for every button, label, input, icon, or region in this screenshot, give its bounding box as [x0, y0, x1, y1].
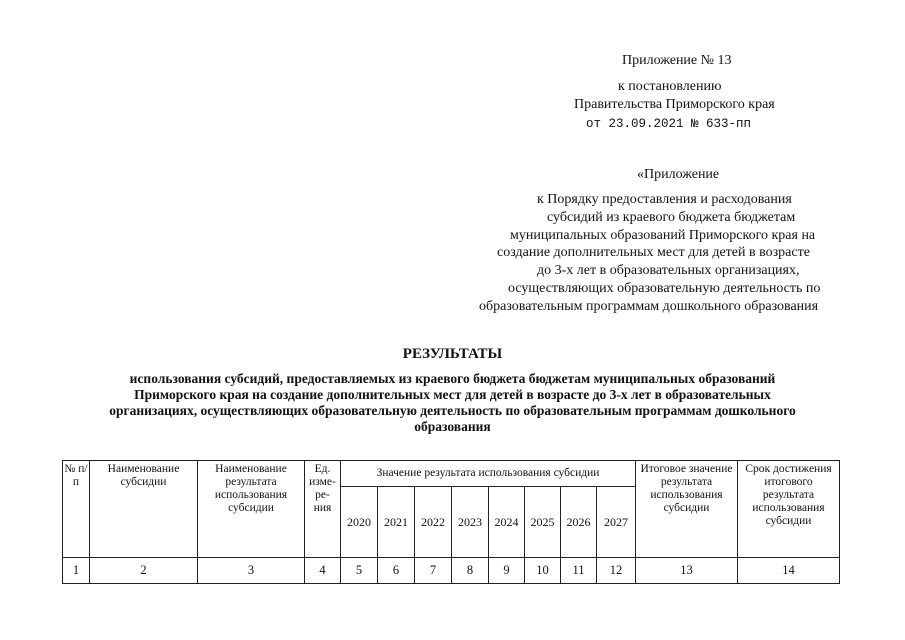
header-deadline: Срок достижения итогового результата использования субсидии — [738, 461, 840, 558]
column-number: 5 — [341, 558, 378, 584]
year-cell: 2023 — [452, 487, 489, 558]
column-number-row — [63, 558, 840, 584]
column-number: 2 — [90, 558, 198, 584]
annex-line: муниципальных образований Приморского края на — [510, 228, 816, 243]
header-result-name: Наименование результата использования субсидии — [198, 461, 305, 558]
annex-line: субсидий из краевого бюджета бюджетам — [547, 210, 796, 225]
column-number: 8 — [452, 558, 489, 584]
column-number: 12 — [597, 558, 636, 584]
year-cell: 2024 — [489, 487, 525, 558]
annex-line: до 3-х лет в образовательных организациях, — [537, 263, 800, 278]
column-number: 13 — [636, 558, 738, 584]
column-number: 10 — [525, 558, 561, 584]
column-number: 14 — [738, 558, 840, 584]
year-cell: 2021 — [378, 487, 415, 558]
annex-line: образовательным программам дошкольного образования — [479, 299, 819, 314]
document-title: РЕЗУЛЬТАТЫ — [402, 346, 503, 362]
header-total: Итоговое значение результата использования субсидии — [636, 461, 738, 558]
header-num: № п/п — [63, 461, 90, 558]
column-number: 1 — [63, 558, 90, 584]
column-number: 9 — [489, 558, 525, 584]
subtitle-line: организациях, осуществляющих образовательную деятельность по образовательным программам дошкольного — [109, 403, 796, 418]
annex-title: «Приложение — [637, 167, 720, 182]
column-number: 6 — [378, 558, 415, 584]
annex-line: осуществляющих образовательную деятельность по — [508, 281, 821, 296]
subtitle-line: Приморского края на создание дополнительных мест для детей в возрасте до 3-х лет в образовательных — [134, 387, 771, 402]
annex-line: к Порядку предоставления и расходования — [537, 192, 792, 207]
header-unit: Ед. изме- ре- ния — [305, 461, 341, 558]
column-number: 3 — [198, 558, 305, 584]
annex-line: создание дополнительных мест для детей в возрасте — [497, 245, 810, 260]
to-resolution-label: к постановлению — [618, 79, 722, 94]
government-label: Правительства Приморского края — [574, 97, 775, 112]
resolution-date-number: от 23.09.2021 № 633-пп — [586, 117, 752, 131]
column-number: 11 — [561, 558, 597, 584]
year-cell: 2026 — [561, 487, 597, 558]
year-cell: 2025 — [525, 487, 561, 558]
subtitle-line: образования — [414, 419, 491, 434]
appendix-number: Приложение № 13 — [622, 53, 732, 68]
year-cell: 2022 — [415, 487, 452, 558]
column-number: 4 — [305, 558, 341, 584]
column-number: 7 — [415, 558, 452, 584]
year-cell: 2027 — [597, 487, 636, 558]
year-cell: 2020 — [341, 487, 378, 558]
header-values-group: Значение результата использования субсидии — [341, 461, 636, 487]
header-row — [63, 461, 840, 487]
subtitle-line: использования субсидий, предоставляемых из краевого бюджета бюджетам муниципальных образований — [129, 371, 776, 386]
results-table — [62, 460, 840, 584]
header-subsidy-name: Наименование субсидии — [90, 461, 198, 558]
